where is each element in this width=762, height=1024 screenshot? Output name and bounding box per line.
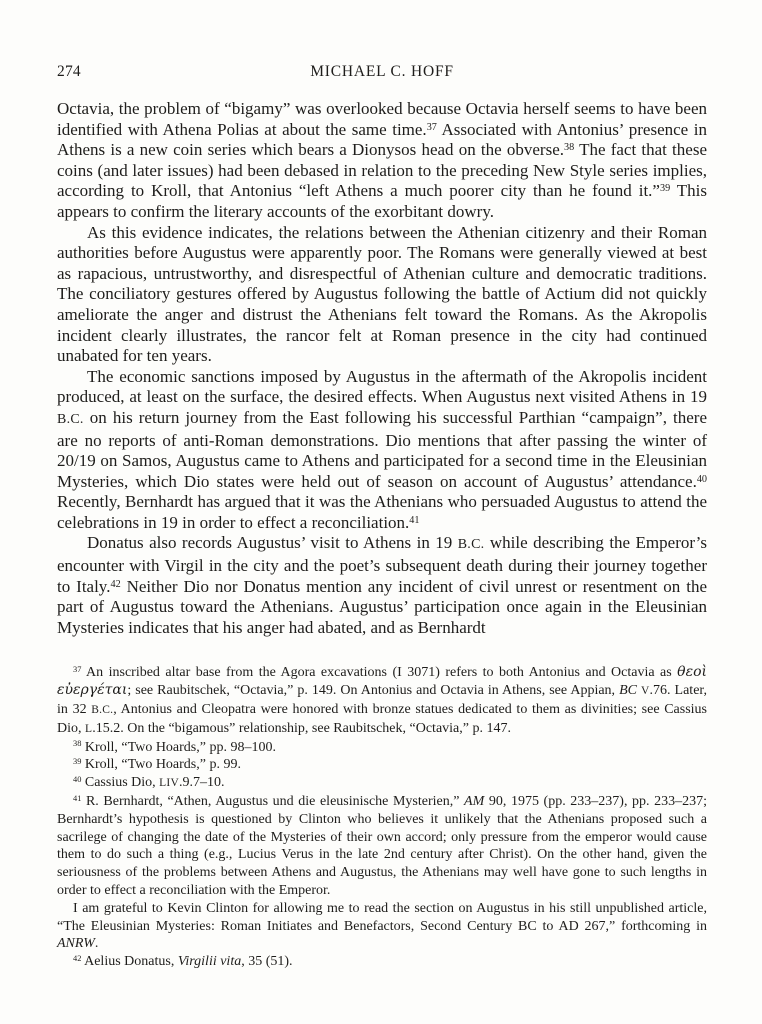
footnote-40	[57, 774, 707, 793]
text-run: Kroll, “Two Hoards,” pp. 98–100.	[81, 739, 276, 755]
text-run: , 35 (51).	[241, 954, 293, 970]
footnote-marker: 39	[659, 183, 671, 195]
footnote-marker: 42	[73, 954, 82, 963]
text-run: Neither Dio nor Donatus mention any incident of civil unrest or resentment on the part of Augustus toward the Athenians. Augustus’ participation once again in the Eleusinian Mysteries indicates that his anger had abated, and as Bernhardt	[57, 576, 707, 637]
text-run: B.C.	[57, 411, 84, 427]
footnote-39	[57, 756, 707, 774]
text-run: on his return journey from the East following his successful Parthian “campaign”, there are no reports of anti-Roman demonstrations. Dio mentions that after passing the winter of 20/19 on Samos, Augustus came to Athens and participated for a second time in the Eleusinian Mysteries, which Dio states were held out of season on account of Augustus’ attendance.	[57, 407, 707, 491]
footnote-41-continued	[57, 900, 707, 953]
text-run: This appears to confirm the literary accounts of the exorbitant dowry.	[57, 181, 707, 221]
body-paragraph-continuation	[57, 99, 707, 223]
text-run: ANRW	[57, 936, 95, 952]
text-run: An inscribed altar base from the Agora excavations (I 3071) refers to both Antonius and Octavia as	[81, 665, 678, 681]
running-title: MICHAEL C. HOFF	[310, 63, 454, 80]
text-run: AM	[464, 794, 485, 810]
article-body	[57, 99, 707, 638]
text-run: Aelius Donatus,	[81, 954, 178, 970]
text-run: Kroll, “Two Hoards,” p. 99.	[81, 757, 241, 773]
text-run: Cassius Dio,	[81, 775, 160, 791]
footnote-37	[57, 664, 707, 738]
text-run: B.C.	[91, 704, 114, 717]
text-run: .15.2. On the “bigamous” relationship, see Raubitschek, “Octavia,” p. 147.	[92, 720, 511, 736]
text-run: .9.7–10.	[178, 775, 225, 791]
page-number: 274	[57, 63, 81, 80]
text-run: θεοὶ εὐεργέται	[57, 664, 707, 699]
footnote-41	[57, 793, 707, 900]
text-run: while describing the Emperor’s encounter with Virgil in the city and the poet’s subsequent death during their journey together to Italy.	[57, 533, 707, 596]
text-run: Virgilii vita	[177, 954, 242, 970]
footnote-marker: 42	[110, 578, 121, 590]
text-run: .76. Later, in 32	[57, 683, 708, 718]
text-run: BC	[619, 683, 637, 699]
text-run: ; see Raubitschek, “Octavia,” p. 149. On Antonius and Octavia in Athens, see Appian,	[127, 683, 620, 699]
footnote-marker: 37	[73, 665, 82, 675]
text-run: LIV	[159, 777, 179, 790]
body-paragraph-2	[57, 223, 707, 367]
footnotes-section	[57, 664, 707, 971]
text-run: Associated with Antonius’ presence in Athens is a new coin series which bears a Dionysos head on the obverse.	[57, 119, 707, 160]
text-run: R. Bernhardt, “Athen, Augustus und die eleusinische Mysterien,”	[81, 794, 465, 810]
footnote-marker: 38	[73, 739, 82, 749]
footnote-marker: 40	[73, 775, 82, 785]
text-run: Octavia, the problem of “bigamy” was overlooked because Octavia herself seems to have been identified with Athena Polias at about the same time.	[57, 99, 707, 139]
text-run: 90, 1975 (pp. 233–237), pp. 233–237; Bernhardt’s hypothesis is questioned by Clinton who believes it unlikely that the Athenians proposed such a sacrilege of changing the date of the Mysteries of their own accord; only pressure from the emperor would cause them to do such a thing (e.g., Lucius Verus in the late 2nd century after Christ). On the other hand, given the seriousness of the problems between Athens and Augustus, the Athenians may well have gone to such lengths in order to effect a reconciliation with the Emperor.	[57, 794, 708, 898]
text-run: B.C.	[457, 537, 485, 553]
page-header	[57, 62, 707, 82]
footnote-marker: 38	[564, 142, 575, 154]
text-run: L	[85, 722, 93, 735]
body-paragraph-3	[57, 367, 707, 534]
text-run: Donatus also records Augustus’ visit to Athens in 19	[87, 533, 458, 553]
footnote-marker: 41	[73, 793, 82, 803]
text-run: The fact that these coins (and later issues) had been debased in relation to the preceding New Style series implies, according to Kroll, that Antonius “left Athens a much poorer city than he found it.”	[57, 140, 707, 201]
body-paragraph-4	[57, 533, 707, 638]
text-run: V	[641, 685, 650, 698]
text-run: The economic sanctions imposed by Augustus in the aftermath of the Akropolis incident produced, at least on the surface, the desired effects. When Augustus next visited Athens in 19	[57, 366, 707, 407]
footnote-marker: 37	[426, 121, 437, 133]
footnote-38	[57, 739, 707, 757]
footnote-marker: 41	[409, 514, 420, 526]
footnote-42	[57, 953, 707, 971]
text-run: I am grateful to Kevin Clinton for allowing me to read the section on Augustus in his still unpublished article, “The Eleusinian Mysteries: Roman Initiates and Benefactors, Second Century BC to AD 267,” forthcoming in	[57, 900, 707, 934]
footnote-marker: 39	[73, 757, 82, 767]
footnote-marker: 40	[696, 473, 707, 485]
text-run: As this evidence indicates, the relations between the Athenian citizenry and their Roman authorities before Augustus were apparently poor. The Romans were generally viewed at best as rapacious, untrustworthy, and disrespectful of Athenian culture and democratic traditions. The conciliatory gestures offered by Augustus following the battle of Actium did not quickly ameliorate the anger and distrust the Athenians felt toward the Romans. As the Akropolis incident clearly illustrates, the rancor felt at Roman presence in the city had continued unabated for ten years.	[57, 222, 707, 366]
text-run: .	[94, 936, 99, 952]
text-run: , Antonius and Cleopatra were honored with bronze statues dedicated to them as divinities; see Cassius Dio,	[57, 702, 708, 736]
text-run: Recently, Bernhardt has argued that it was the Athenians who persuaded Augustus to attend the celebrations in 19 in order to effect a reconciliation.	[57, 492, 707, 532]
